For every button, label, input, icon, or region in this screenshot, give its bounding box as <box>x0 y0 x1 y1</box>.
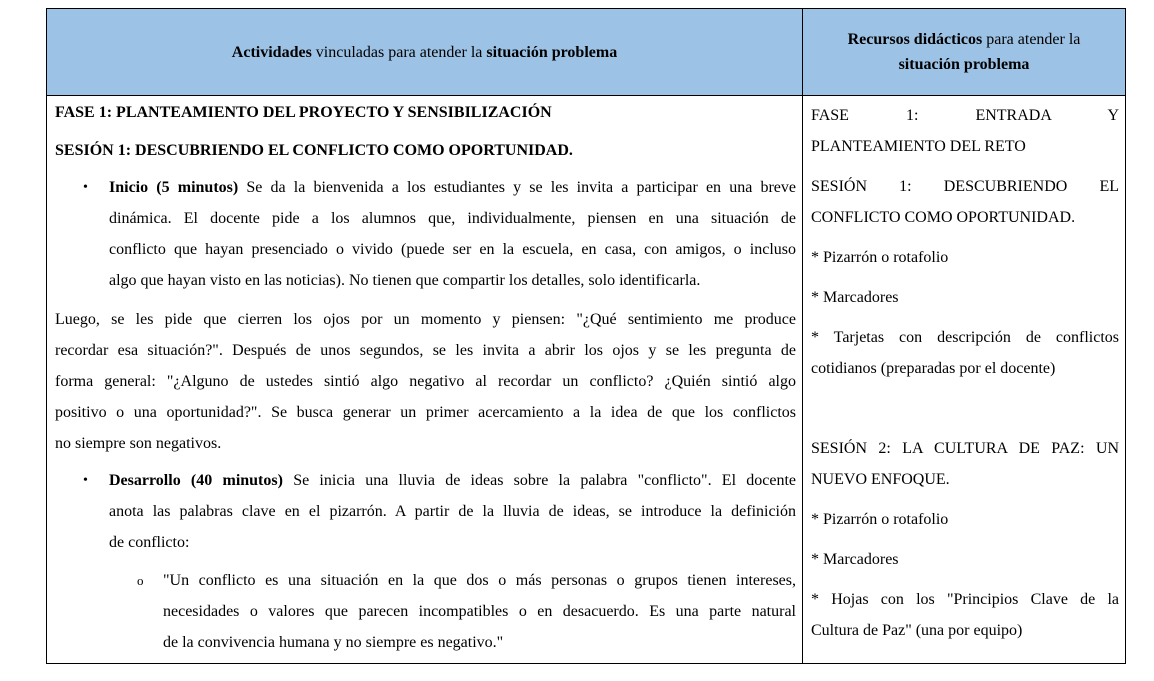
session-heading: SESIÓN 1: DESCUBRIENDO EL CONFLICTO COMO OPORTUNIDAD. <box>55 142 573 159</box>
luego-paragraph <box>55 304 796 459</box>
resource-session: SESIÓN 2: LA CULTURA DE PAZ: UN <box>811 440 1119 457</box>
resource-item: * Pizarrón o rotafolio <box>811 249 949 266</box>
resource-item: * Hojas con los "Principios Clave de la <box>811 591 1119 608</box>
header-resources: Recursos didácticos para atender la situación problema <box>847 31 1081 73</box>
paragraph-line: recordar esa situación?". Después de unos segundos, se les invita a abrir los ojos y se les pregunta de <box>55 342 796 359</box>
resource-session: CONFLICTO COMO OPORTUNIDAD. <box>811 209 1076 226</box>
resources-cell <box>811 100 1119 646</box>
quote-line: de la convivencia humana y no siempre es negativo." <box>163 634 504 651</box>
resource-phase: PLANTEAMIENTO DEL RETO <box>811 138 1026 155</box>
quote-line: "Un conflicto es una situación en la que dos o más personas o grupos tienen intereses, <box>163 572 796 589</box>
header-activities: Actividades vinculadas para atender la situación problema <box>231 43 618 61</box>
inicio-line: conflicto que hayan presenciado o vivido (puede ser en la escuela, en casa, con amigos, o incluso <box>109 241 796 258</box>
resource-phase: FASE 1: ENTRADA Y <box>811 107 1119 124</box>
circle-bullet-icon: o <box>137 573 144 588</box>
inicio-line: dinámica. El docente pide a los alumnos que, individualmente, piensen en una situación de <box>109 210 796 227</box>
resource-session: NUEVO ENFOQUE. <box>811 471 950 488</box>
inicio-line: algo que hayan visto en las noticias). No tienen que compartir los detalles, solo identificarla. <box>109 272 701 289</box>
bullet-icon: • <box>83 180 88 195</box>
activities-table <box>46 8 1126 664</box>
paragraph-line: no siempre son negativos. <box>55 435 222 452</box>
resource-item: Cultura de Paz" (una por equipo) <box>811 622 1023 639</box>
paragraph-line: Luego, se les pide que cierren los ojos por un momento y piensen: "¿Qué sentimiento me produce <box>55 311 796 328</box>
resource-item: cotidianos (preparadas por el docente) <box>811 360 1056 377</box>
column-divider <box>802 9 803 663</box>
desarrollo-line: Desarrollo (40 minutos) Se inicia una lluvia de ideas sobre la palabra "conflicto". El docente <box>109 472 797 489</box>
resource-session: SESIÓN 1: DESCUBRIENDO EL <box>811 178 1119 195</box>
inicio-bullet <box>55 172 796 296</box>
desarrollo-line: anota las palabras clave en el pizarrón. A partir de la lluvia de ideas, se introduce la definición <box>109 503 796 520</box>
desarrollo-line: de conflicto: <box>109 534 190 551</box>
resource-item: * Marcadores <box>811 551 899 568</box>
inicio-line: Inicio (5 minutos) Se da la bienvenida a los estudiantes y se les invita a participar en una breve <box>109 179 796 196</box>
activities-cell <box>55 97 796 658</box>
paragraph-line: positivo o una oportunidad?". Se busca generar un primer acercamiento a la idea de que los conflictos <box>55 404 796 421</box>
resource-item: * Marcadores <box>811 289 899 306</box>
bullet-icon: • <box>83 473 88 488</box>
definition-quote <box>55 565 796 658</box>
resource-item: * Pizarrón o rotafolio <box>811 511 949 528</box>
paragraph-line: forma general: "¿Alguno de ustedes sintió algo negativo al recordar un conflicto? ¿Quién sintió algo <box>55 373 796 390</box>
quote-line: necesidades o valores que parecen incompatibles o en desacuerdo. Es una parte natural <box>163 603 796 620</box>
desarrollo-bullet <box>55 465 796 558</box>
resource-item: * Tarjetas con descripción de conflictos <box>811 329 1119 346</box>
phase-heading: FASE 1: PLANTEAMIENTO DEL PROYECTO Y SENSIBILIZACIÓN <box>55 104 552 121</box>
